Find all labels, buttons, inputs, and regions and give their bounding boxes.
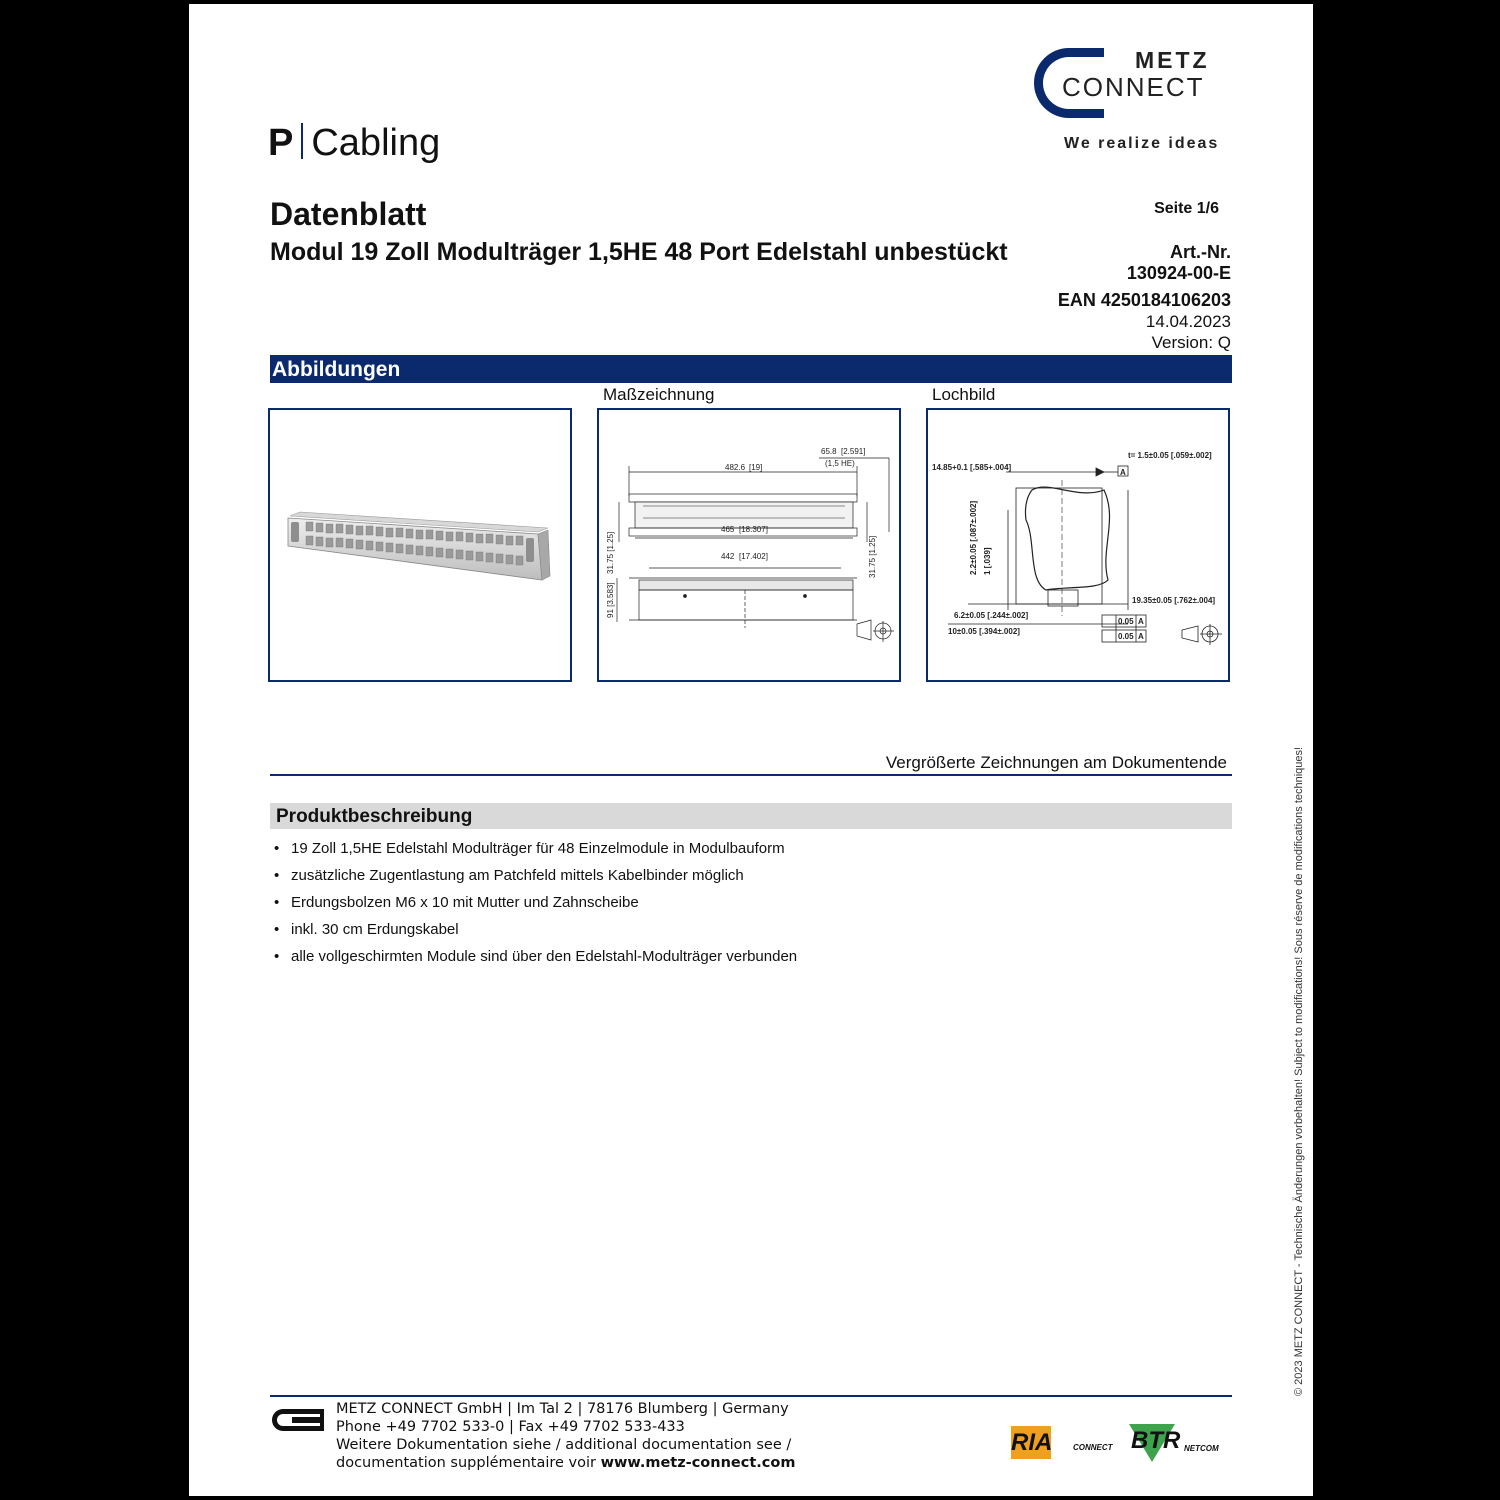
dim-mount-width-inch: [18.307] bbox=[739, 525, 768, 534]
footer-divider bbox=[270, 1395, 1232, 1397]
ria-connect-logo: RIA bbox=[1011, 1426, 1051, 1459]
slot-depth: 10±0.05 [.394±.002] bbox=[948, 627, 1020, 636]
dim-width-total-inch: [19] bbox=[749, 463, 763, 472]
list-item: • inkl. 30 cm Erdungskabel bbox=[274, 921, 797, 948]
series-name: Cabling bbox=[311, 122, 441, 164]
slot-width: 6.2±0.05 [.244±.002] bbox=[954, 611, 1029, 620]
hole-width: 14.85+0.1 [.585+.004] bbox=[932, 463, 1012, 472]
copyright-side-note: © 2023 METZ CONNECT - Technische Änderungen vorbehalten! Subject to modifications! Sous réserve de modifications techniques! bbox=[1293, 746, 1305, 1396]
doc-type-title: Datenblatt bbox=[270, 196, 427, 232]
footer-address: METZ CONNECT GmbH | Im Tal 2 | 78176 Blumberg | Germany bbox=[336, 1401, 789, 1417]
tolerance-value-1: 0.05 bbox=[1118, 617, 1134, 626]
section-divider bbox=[270, 774, 1232, 776]
footer-website-link[interactable]: www.metz-connect.com bbox=[600, 1455, 796, 1471]
art-number: 130924-00-E bbox=[1126, 263, 1231, 283]
list-item: • Erdungsbolzen M6 x 10 mit Mutter und Zahnscheibe bbox=[274, 894, 797, 921]
doc-date: 14.04.2023 bbox=[1145, 312, 1231, 331]
tolerance-datum-2: A bbox=[1138, 632, 1144, 641]
list-item: • alle vollgeschirmten Module sind über den Edelstahl-Modulträger verbunden bbox=[274, 948, 797, 975]
hole-offset: 2.2±0.05 [.087±.002] bbox=[969, 500, 978, 575]
description-title: Produktbeschreibung bbox=[270, 803, 1232, 829]
series-heading bbox=[268, 122, 440, 165]
description-list bbox=[274, 840, 797, 975]
page-number: Seite 1/6 bbox=[1154, 200, 1219, 217]
dim-height: 65.8 bbox=[821, 447, 837, 456]
patch-panel-image bbox=[270, 410, 570, 680]
dim-height-inch: [2.591] bbox=[841, 447, 866, 456]
list-item: • zusätzliche Zugentlastung am Patchfeld mittels Kabelbinder möglich bbox=[274, 867, 797, 894]
datasheet-page bbox=[189, 4, 1313, 1496]
series-letter: P bbox=[268, 122, 294, 164]
dim-hole-spacing-right: 31.75 [1.25] bbox=[868, 535, 877, 578]
btr-netcom-sub: NETCOM bbox=[1184, 1444, 1219, 1453]
footer-doc-note: Weitere Dokumentation siehe / additional documentation see / bbox=[336, 1437, 792, 1453]
series-divider bbox=[301, 123, 303, 159]
doc-version: Version: Q bbox=[1151, 333, 1231, 352]
ria-connect-sub: CONNECT bbox=[1073, 1443, 1113, 1452]
dimension-drawing bbox=[599, 410, 899, 680]
ean-number: EAN 4250184106203 bbox=[1057, 290, 1231, 310]
dim-mount-width: 465 bbox=[721, 525, 735, 534]
dim-depth: 91 [3.583] bbox=[606, 582, 615, 618]
hole-height: 19.35±0.05 [.762±.004] bbox=[1132, 596, 1216, 605]
footer-phone: Phone +49 7702 533-0 | Fax +49 7702 533-433 bbox=[336, 1419, 685, 1435]
dim-inner-width-inch: [17.402] bbox=[739, 552, 768, 561]
product-photo-frame bbox=[268, 408, 572, 682]
enlarged-drawings-note: Vergrößerte Zeichnungen am Dokumentende bbox=[885, 753, 1227, 772]
logo-name-top: METZ bbox=[1135, 47, 1210, 73]
metz-footer-logo-icon bbox=[270, 1407, 324, 1433]
tolerance-value-2: 0.05 bbox=[1118, 632, 1134, 641]
btr-logo-text: BTR bbox=[1131, 1427, 1181, 1454]
footer-doc-note-fr: documentation supplémentaire voir www.metz-connect.com bbox=[336, 1455, 796, 1471]
list-item: • 19 Zoll 1,5HE Edelstahl Modulträger für 48 Einzelmodule in Modulbauform bbox=[274, 840, 797, 867]
figures-section-title: Abbildungen bbox=[270, 355, 1232, 383]
hole-pattern-frame bbox=[926, 408, 1230, 682]
datum-a: A bbox=[1120, 468, 1126, 477]
sheet-thickness: t= 1.5±0.05 [.059±.002] bbox=[1128, 451, 1212, 460]
hole-pattern-label: Lochbild bbox=[932, 385, 996, 404]
dim-inner-width: 442 bbox=[721, 552, 735, 561]
dim-height-units: (1,5 HE) bbox=[825, 459, 855, 468]
dim-width-total: 482.6 bbox=[725, 463, 746, 472]
art-number-label: Art.-Nr. bbox=[1169, 242, 1231, 262]
hole-pattern-drawing bbox=[928, 410, 1228, 680]
logo-tagline: We realize ideas bbox=[1064, 135, 1220, 152]
product-title: Modul 19 Zoll Modulträger 1,5HE 48 Port Edelstahl unbestückt bbox=[270, 238, 1008, 266]
tolerance-datum-1: A bbox=[1138, 617, 1144, 626]
dim-hole-spacing-left: 31.75 [1.25] bbox=[606, 531, 615, 574]
dimension-drawing-frame bbox=[597, 408, 901, 682]
dimension-drawing-label: Maßzeichnung bbox=[603, 385, 715, 404]
logo-name-bottom: CONNECT bbox=[1062, 72, 1205, 102]
hole-gap: 1 [.039] bbox=[983, 547, 992, 575]
